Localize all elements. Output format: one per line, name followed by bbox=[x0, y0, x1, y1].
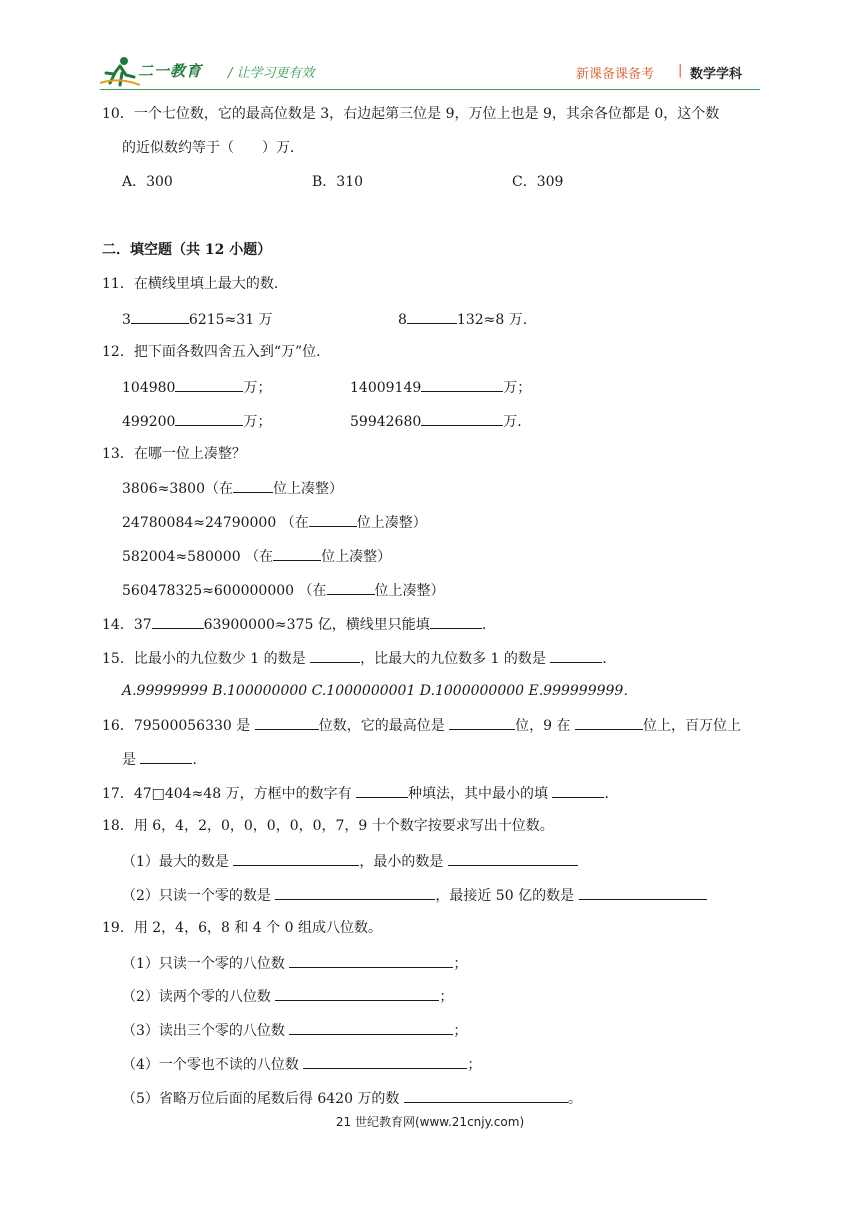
q12-item-a: 104980 万； bbox=[122, 377, 271, 397]
answer-blank bbox=[175, 377, 243, 392]
q15-options: A.99999999 B.100000000 C.1000000001 D.1000000000 E.999999999． bbox=[122, 683, 638, 699]
q12-item-b: 14009149 万； bbox=[350, 377, 531, 397]
answer-blank bbox=[131, 309, 189, 324]
answer-blank bbox=[448, 851, 578, 866]
answer-blank bbox=[449, 715, 515, 730]
header-tag-left: 新课备课备考 bbox=[576, 67, 655, 82]
q11-item-a: 3 6215≈31 万 bbox=[122, 309, 273, 329]
q19-item-3: （3）读出三个零的八位数 ； bbox=[122, 1020, 467, 1040]
header-divider bbox=[100, 89, 760, 90]
q12-item-c: 499200 万； bbox=[122, 411, 271, 431]
answer-blank bbox=[407, 309, 457, 324]
answer-blank bbox=[273, 546, 321, 561]
header-slogan: / 让学习更有效 bbox=[228, 66, 315, 81]
q18-item-1: （1）最大的数是 ，最小的数是 bbox=[122, 851, 578, 871]
answer-blank bbox=[421, 377, 503, 392]
q13-item-d: 560478325≈600000000 （在 位上凑整） bbox=[122, 580, 445, 600]
answer-blank bbox=[152, 614, 204, 629]
q17: 17．47□404≈48 万，方框中的数字有 种填法，其中最小的填 ． bbox=[102, 783, 618, 803]
answer-blank bbox=[327, 580, 375, 595]
q12-stem: 12．把下面各数四舍五入到“万”位． bbox=[102, 344, 331, 360]
answer-blank bbox=[356, 783, 408, 798]
q10-option-c: C．309 bbox=[512, 174, 564, 190]
answer-blank bbox=[404, 1088, 568, 1103]
q14: 14．37 63900000≈375 亿，横线里只能填 ． bbox=[102, 614, 496, 634]
q11-item-b: 8 132≈8 万． bbox=[398, 309, 537, 329]
q10-line2: 的近似数约等于（ ）万． bbox=[122, 140, 304, 156]
answer-blank bbox=[289, 1020, 453, 1035]
answer-blank bbox=[550, 648, 602, 663]
q13-item-a: 3806≈3800（在 位上凑整） bbox=[122, 478, 343, 498]
q12-item-d: 59942680 万． bbox=[350, 411, 531, 431]
answer-blank bbox=[275, 885, 435, 900]
q19-item-1: （1）只读一个零的八位数 ； bbox=[122, 953, 467, 973]
answer-blank bbox=[175, 411, 243, 426]
runner-logo-icon bbox=[100, 55, 140, 89]
q16-line1: 16．79500056330 是 位数，它的最高位是 位，9 在 位上，百万位上 bbox=[102, 715, 741, 735]
answer-blank bbox=[289, 953, 453, 968]
q19-item-4: （4）一个零也不读的八位数 ； bbox=[122, 1054, 481, 1074]
q13-item-b: 24780084≈24790000 （在 位上凑整） bbox=[122, 512, 427, 532]
q15: 15．比最小的九位数少 1 的数是 ，比最大的九位数多 1 的数是 ． bbox=[102, 648, 616, 668]
q10-option-a: A．300 bbox=[122, 174, 173, 190]
q18-item-2: （2）只读一个零的数是 ，最接近 50 亿的数是 bbox=[122, 885, 707, 905]
q13-item-c: 582004≈580000 （在 位上凑整） bbox=[122, 546, 391, 566]
logo bbox=[100, 55, 218, 91]
q16-line2: 是 ． bbox=[122, 749, 206, 769]
answer-blank bbox=[579, 885, 707, 900]
answer-blank bbox=[430, 614, 482, 629]
logo-text: 二一教育 bbox=[138, 62, 203, 80]
q13-stem: 13．在哪一位上凑整？ bbox=[102, 446, 246, 462]
answer-blank bbox=[233, 851, 359, 866]
page-footer: 21 世纪教育网(www.21cnjy.com) bbox=[335, 1115, 525, 1129]
q19-stem: 19．用 2，4，6，8 和 4 个 0 组成八位数。 bbox=[102, 920, 382, 936]
answer-blank bbox=[552, 783, 604, 798]
section-title: 二．填空题（共 12 小题） bbox=[102, 242, 272, 258]
answer-blank bbox=[303, 1054, 467, 1069]
q19-item-5: （5）省略万位后面的尾数后得 6420 万的数 。 bbox=[122, 1088, 582, 1108]
q11-stem: 11．在横线里填上最大的数． bbox=[102, 276, 288, 292]
answer-blank bbox=[255, 715, 319, 730]
header-tag-right: 数学学科 bbox=[690, 67, 743, 82]
q19-item-2: （2）读两个零的八位数 ； bbox=[122, 986, 453, 1006]
header-separator: | bbox=[678, 63, 683, 78]
answer-blank bbox=[575, 715, 643, 730]
q10-line1: 10．一个七位数，它的最高位数是 3，右边起第三位是 9，万位上也是 9，其余各位都是 0，这个数 bbox=[102, 106, 720, 122]
page-header bbox=[0, 0, 860, 90]
answer-blank bbox=[310, 648, 360, 663]
q10-option-b: B．310 bbox=[312, 174, 364, 190]
answer-blank bbox=[421, 411, 503, 426]
answer-blank bbox=[275, 986, 439, 1001]
q18-stem: 18．用 6，4，2，0，0，0，0，0，7，9 十个数字按要求写出十位数。 bbox=[102, 818, 554, 834]
answer-blank bbox=[309, 512, 357, 527]
answer-blank bbox=[140, 749, 192, 764]
answer-blank bbox=[233, 478, 273, 493]
